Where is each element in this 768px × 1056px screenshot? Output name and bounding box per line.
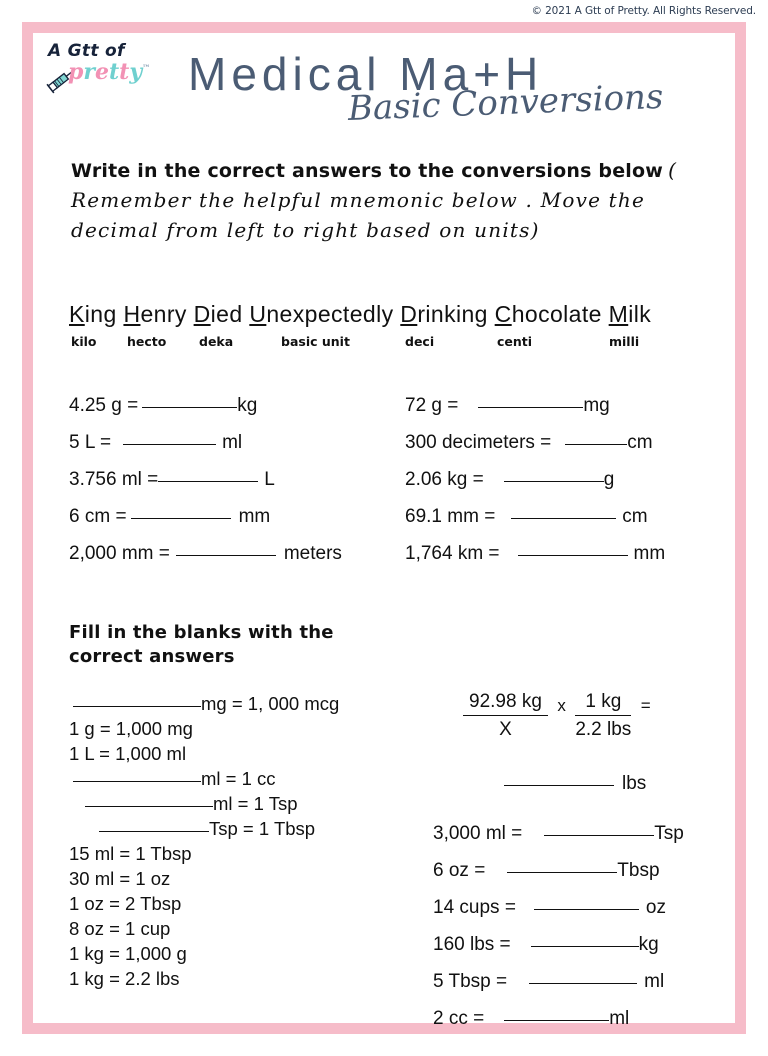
conversion-given-value: 5 L = [69,432,112,453]
fraction-second-numerator: 1 kg [575,691,631,716]
conversion-target-unit: kg [638,934,659,955]
equivalency-fact-row [69,843,399,868]
fraction-first [463,691,548,741]
answer-blank[interactable] [531,946,639,947]
equivalency-text: 15 ml = 1 Tbsp [69,843,192,864]
answer-blank[interactable] [99,831,209,832]
answer-blank[interactable] [534,909,639,910]
page-subtitle: Basic Conversions [347,76,665,129]
conversion-target-unit: ml [609,1008,630,1029]
mnemonic-word [495,301,602,327]
answer-blank[interactable] [544,835,654,836]
mnemonic-word-rest: ilk [628,301,652,327]
conversion-target-unit: ml [222,432,243,453]
conversion-target-unit: ml [644,971,665,992]
instructions-script-text: ( Remember the helpful mnemonic below . Move the decimal from left to right based on units) [71,158,678,242]
answer-blank[interactable] [85,806,213,807]
mnemonic-initial: U [249,301,267,327]
conversion-target-unit: mm [633,543,666,564]
equivalency-text: 1 L = 1,000 ml [69,743,187,764]
mnemonic-word [400,301,488,327]
conversion-problem-row [433,860,733,897]
equivalency-text: Tsp = 1 Tbsp [209,818,316,839]
conversion-problem-row [69,432,399,469]
metric-prefix-label: centi [497,334,533,349]
conversion-given-value: 6 oz = [433,860,486,881]
trademark-mark: ™ [142,62,151,73]
mnemonic-initial: C [494,301,512,327]
mnemonic-initial: M [608,301,629,327]
equivalency-text: mg = 1, 000 mcg [201,693,340,714]
conversion-target-unit: cm [627,432,653,453]
answer-blank[interactable] [511,518,616,519]
mnemonic-word [609,301,651,327]
conversion-column-right [405,395,725,580]
mnemonic-sentence [69,301,719,328]
fill-blanks-heading-line2: correct answers [69,646,235,667]
conversion-given-value: 4.25 g = [69,395,139,416]
answer-blank[interactable] [73,706,201,707]
conversion-problem-row [433,934,733,971]
conversion-problem-row [405,506,725,543]
multiply-operator: x [557,696,566,715]
metric-prefix-label: milli [609,334,640,349]
conversion-problem-row [69,395,399,432]
conversion-problem-row [405,432,725,469]
conversion-target-unit: meters [283,543,342,564]
mnemonic-block [69,301,719,354]
mnemonic-word-rest: nexpectedly [266,301,394,327]
mnemonic-word-rest: rinking [417,301,488,327]
logo-letter-p: p [68,59,84,85]
equivalency-text: ml = 1 cc [201,768,276,789]
conversion-target-unit: kg [237,395,258,416]
mnemonic-initial: K [69,301,85,327]
conversion-given-value: 1,764 km = [405,543,500,564]
mnemonic-word [194,301,243,327]
equivalency-fact-row [69,718,399,743]
mnemonic-word [123,301,186,327]
conversion-given-value: 3,000 ml = [433,823,523,844]
metric-prefix-label: deci [405,334,435,349]
answer-blank[interactable] [504,785,614,786]
conversion-given-value: 72 g = [405,395,459,416]
page-title: Medical Ma+H [188,48,544,100]
equivalency-blank-row [69,818,399,843]
equivalency-blank-row [69,793,399,818]
dimensional-analysis-equation [463,691,733,803]
answer-blank[interactable] [73,781,201,782]
conversion-problem-row [69,506,399,543]
fill-blanks-heading [69,621,334,669]
conversion-given-value: 2.06 kg = [405,469,484,490]
conversion-problem-row [405,543,725,580]
conversion-problem-row [433,971,733,1008]
fraction-first-denominator: X [499,719,512,740]
conversion-given-value: 3.756 ml = [69,469,159,490]
conversion-problem-row [433,823,733,860]
answer-blank[interactable] [131,518,231,519]
equivalency-list [69,693,399,993]
equivalency-text: 1 g = 1,000 mg [69,718,193,739]
metric-prefix-label: basic unit [281,334,350,349]
equivalency-text: 8 oz = 1 cup [69,918,171,939]
worksheet-sheet [33,33,735,1029]
mnemonic-word-rest: ing [84,301,117,327]
conversion-problem-row [433,897,733,934]
fraction-second [575,691,631,741]
equivalency-fact-row [69,943,399,968]
mnemonic-word-rest: enry [140,301,187,327]
equivalency-blank-row [69,693,399,718]
equation-result-unit: lbs [622,773,647,794]
equivalency-text: ml = 1 Tsp [213,793,298,814]
conversion-target-unit: g [603,469,615,490]
equivalency-text: 1 oz = 2 Tbsp [69,893,182,914]
logo-letter-r: r [83,59,95,85]
equivalency-fact-row [69,968,399,993]
conversion-given-value: 300 decimeters = [405,432,552,453]
metric-prefix-label: deka [199,334,234,349]
conversion-given-value: 69.1 mm = [405,506,496,527]
logo-letter-t2: t [119,59,130,85]
equivalency-blank-row [69,768,399,793]
conversion-column-left [69,395,399,580]
conversion-given-value: 14 cups = [433,897,516,918]
conversion-given-value: 6 cm = [69,506,127,527]
conversion-target-unit: Tbsp [617,860,660,881]
answer-blank[interactable] [529,983,637,984]
logo-letter-e: e [94,59,109,85]
metric-prefix-label: kilo [71,334,97,349]
conversion-given-value: 160 lbs = [433,934,511,955]
mnemonic-initial: H [123,301,141,327]
answer-blank[interactable] [565,444,627,445]
instructions-block [71,155,711,245]
conversion-target-unit: mm [238,506,271,527]
answer-blank[interactable] [123,444,216,445]
equivalency-fact-row [69,893,399,918]
equivalency-fact-row [69,918,399,943]
fill-blanks-heading-line1: Fill in the blanks with the [69,622,334,643]
conversion-problem-row [405,469,725,506]
answer-blank[interactable] [507,872,617,873]
conversion-target-unit: oz [645,897,666,918]
conversion-target-unit: L [264,469,275,490]
conversion-problem-row [433,1008,733,1045]
conversion-given-value: 5 Tbsp = [433,971,508,992]
answer-blank[interactable] [158,481,258,482]
conversion-target-unit: cm [622,506,648,527]
copyright-notice: © 2021 A Gtt of Pretty. All Rights Reserved. [531,5,756,17]
conversion-target-unit: mg [583,395,610,416]
equivalency-fact-row [69,868,399,893]
mnemonic-word [249,301,393,327]
mnemonic-initial: D [193,301,211,327]
conversion-given-value: 2 cc = [433,1008,485,1029]
worksheet-header [173,47,733,143]
equivalency-text: 1 kg = 1,000 g [69,943,187,964]
equivalency-fact-row [69,743,399,768]
answer-blank[interactable] [478,407,583,408]
conversion-problem-row [69,469,399,506]
mnemonic-initial: D [400,301,418,327]
equation-answer-row [501,773,646,795]
mnemonic-word-rest: ied [210,301,243,327]
logo-letter-y: y [129,59,143,85]
equivalency-text: 1 kg = 2.2 lbs [69,968,180,989]
equals-operator: = [640,696,651,715]
household-conversion-column [433,823,733,1045]
mnemonic-word-rest: hocolate [511,301,602,327]
fraction-second-denominator: 2.2 lbs [575,719,632,740]
fraction-first-numerator: 92.98 kg [463,691,548,716]
metric-prefix-label: hecto [127,334,167,349]
conversion-problem-row [405,395,725,432]
conversion-given-value: 2,000 mm = [69,543,170,564]
answer-blank[interactable] [504,1020,609,1021]
instructions-bold-text: Write in the correct answers to the conversions below [71,160,664,182]
mnemonic-word [69,301,117,327]
brand-logo [38,39,158,117]
logo-top-text: A Gtt of [48,41,125,61]
answer-blank[interactable] [142,407,237,408]
conversion-problem-row [69,543,399,580]
answer-blank[interactable] [518,555,628,556]
answer-blank[interactable] [176,555,276,556]
logo-script-text [68,61,150,83]
answer-blank[interactable] [504,481,604,482]
conversion-exercises [33,395,735,595]
metric-prefix-row [69,334,719,354]
equivalency-text: 30 ml = 1 oz [69,868,171,889]
logo-letter-t1: t [108,59,120,85]
conversion-target-unit: Tsp [654,823,684,844]
